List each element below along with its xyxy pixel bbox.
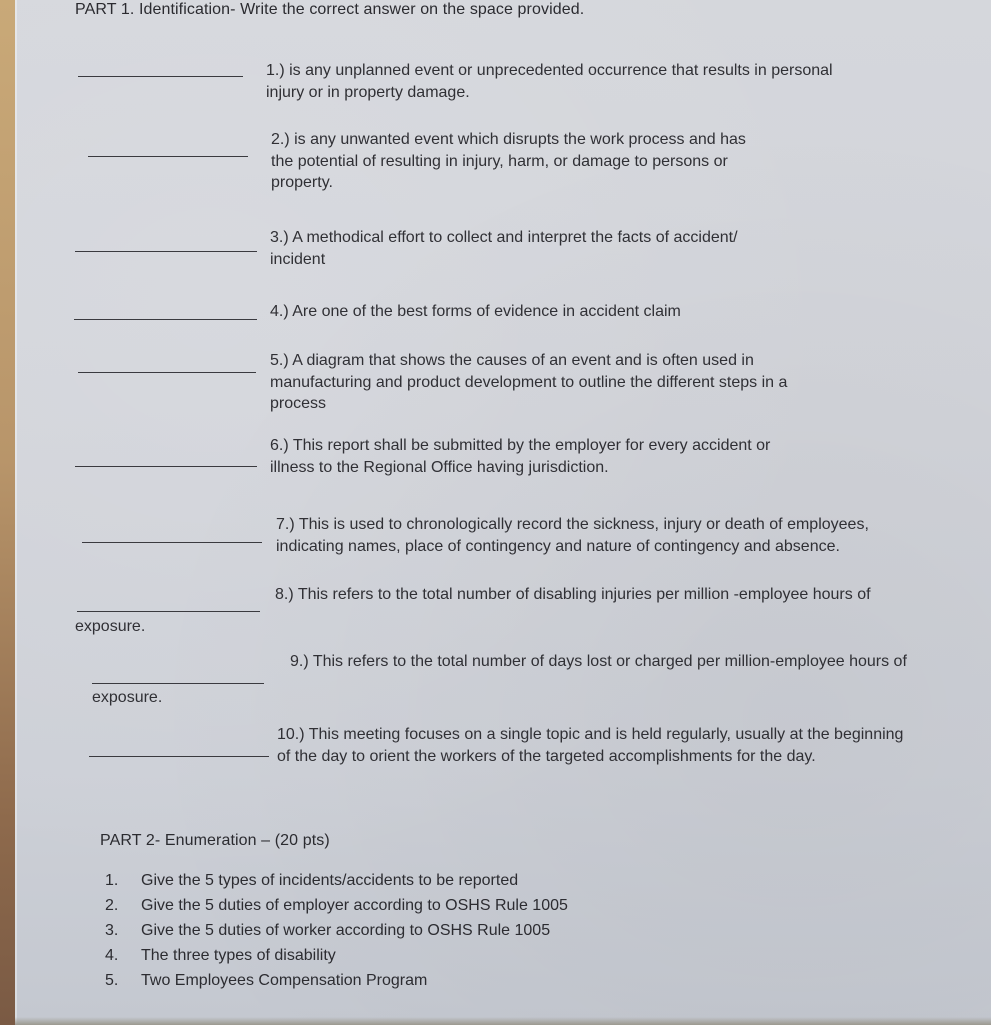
question-3-line-2: incident: [270, 250, 326, 268]
question-10: [277, 724, 903, 767]
enumeration-number: 1.: [105, 872, 119, 889]
enumeration-number: 3.: [105, 922, 119, 939]
enumeration-item-4: [105, 943, 568, 968]
question-7-line-1: 7.) This is used to chronologically record the sickness, injury or death of employees,: [276, 516, 869, 533]
question-10-line-2: of the day to orient the workers of the targeted accomplishments for the day.: [277, 747, 816, 765]
enumeration-list: [105, 868, 568, 993]
answer-blank-4[interactable]: [74, 319, 257, 320]
part1-heading: PART 1. Identification- Write the correct answer on the space provided.: [75, 1, 585, 18]
question-8-line-1: 8.) This refers to the total number of disabling injuries per million -employee hours of: [275, 586, 871, 603]
enumeration-item-3: [105, 918, 568, 943]
question-5: [270, 350, 787, 415]
answer-blank-10[interactable]: [89, 756, 269, 757]
enumeration-text: Give the 5 duties of employer according to OSHS Rule 1005: [141, 897, 568, 914]
question-5-line-1: 5.) A diagram that shows the causes of an event and is often used in: [270, 352, 754, 369]
enumeration-text: The three types of disability: [141, 947, 336, 964]
question-7-line-2: indicating names, place of contingency and nature of contingency and absence.: [276, 537, 840, 555]
answer-blank-9[interactable]: [92, 683, 264, 684]
question-6-line-2: illness to the Regional Office having jurisdiction.: [270, 458, 609, 476]
enumeration-item-1: [105, 868, 568, 893]
question-2-line-3: property.: [271, 174, 333, 191]
enumeration-number: 5.: [105, 972, 119, 989]
enumeration-number: 4.: [105, 947, 119, 964]
question-3-line-1: 3.) A methodical effort to collect and interpret the facts of accident/: [270, 229, 738, 246]
question-8: [275, 584, 871, 606]
enumeration-item-5: [105, 968, 568, 993]
question-4-line-1: 4.) Are one of the best forms of evidence in accident claim: [270, 303, 681, 320]
page-bottom-edge: [15, 1017, 991, 1025]
question-1: [266, 60, 833, 103]
answer-blank-3[interactable]: [75, 251, 257, 252]
question-9: [290, 651, 907, 673]
question-2-line-1: 2.) is any unwanted event which disrupts the work process and has: [271, 131, 746, 148]
part2-heading: PART 2- Enumeration – (20 pts): [100, 832, 330, 849]
enumeration-text: Give the 5 duties of worker according to OSHS Rule 1005: [141, 922, 551, 939]
worksheet-page: [15, 0, 991, 1025]
question-2-line-2: the potential of resulting in injury, harm, or damage to persons or: [271, 152, 728, 170]
question-10-line-1: 10.) This meeting focuses on a single topic and is held regularly, usually at the beginning: [277, 726, 904, 743]
question-9-line-1: 9.) This refers to the total number of days lost or charged per million-employee hours of: [290, 653, 907, 670]
enumeration-item-2: [105, 893, 568, 918]
question-2: [271, 129, 746, 194]
answer-blank-8[interactable]: [77, 611, 260, 612]
question-3: [270, 227, 738, 270]
table-surface-edge: [0, 0, 15, 1025]
enumeration-text: Give the 5 types of incidents/accidents to be reported: [141, 872, 519, 889]
question-8-line-2: exposure.: [75, 618, 146, 635]
question-7: [276, 514, 869, 557]
answer-blank-7[interactable]: [82, 542, 262, 543]
question-1-line-1: 1.) is any unplanned event or unprecedented occurrence that results in personal: [266, 62, 833, 79]
question-9-line-2: exposure.: [92, 689, 163, 706]
question-5-line-3: process: [270, 395, 327, 412]
enumeration-number: 2.: [105, 897, 119, 914]
question-6: [270, 435, 770, 478]
answer-blank-5[interactable]: [78, 372, 256, 373]
answer-blank-6[interactable]: [75, 466, 257, 467]
question-1-line-2: injury or in property damage.: [266, 83, 470, 101]
question-4: [270, 301, 681, 323]
answer-blank-1[interactable]: [78, 76, 243, 77]
question-5-line-2: manufacturing and product development to outline the different steps in a: [270, 373, 788, 391]
question-6-line-1: 6.) This report shall be submitted by the employer for every accident or: [270, 437, 771, 454]
answer-blank-2[interactable]: [88, 156, 248, 157]
enumeration-text: Two Employees Compensation Program: [141, 972, 428, 989]
